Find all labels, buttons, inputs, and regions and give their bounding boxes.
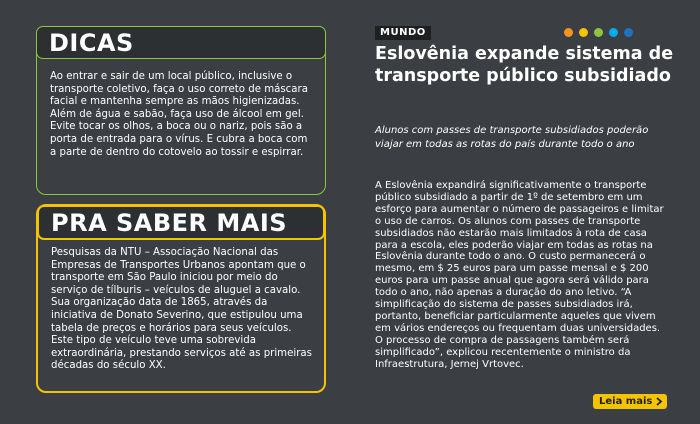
dot-orange — [564, 28, 573, 37]
article-body: A Eslovênia expandirá significativamente o transporte público subsidiado a partir de 1º de setembro em um esforço para aumentar o número de passageiros e limitar o uso de carros. Os alunos com passes de transporte subsidiados não estarão mais limitados à rota de casa para a escola, eles poderão viajar em todas as rotas na Eslovênia durante todo o ano. O custo permanecerá o mesmo, em $ 25 euros para um passe mensal e $ 200 euros para um passe anual que agora será válido para todo o ano, não apenas a duração do ano letivo. “A simplificação do sistema de passes subsidiados irá, portanto, beneficiar particularmente aqueles que vivem em vários endereços ou frequentam duas universidades. O processo de compra de passagens também será simplificado”, explicou recentemente o ministro da Infraestrutura, Jernej Vrtovec. — [375, 180, 664, 370]
read-more-label: Leia mais — [599, 396, 653, 407]
dot-cyan — [609, 28, 618, 37]
article-headline: Eslovênia expande sistema de transporte público subsidiado — [375, 44, 674, 86]
dot-blue — [624, 28, 633, 37]
dicas-box — [36, 26, 326, 195]
dot-green — [594, 28, 603, 37]
dicas-text: Ao entrar e sair de um local público, inclusive o transporte coletivo, faça o uso correto de máscara facial e mantenha sempre as mãos higienizadas. Além de água e sabão, faça uso de álcool em gel. Evite tocar os olhos, a boca ou o nariz, pois são a porta de entrada para o vírus. E cubra a boca com a parte de dentro do cotovelo ao tossir e espirrar. — [50, 71, 308, 158]
dicas-header — [36, 26, 326, 59]
dicas-title: DICAS — [49, 29, 134, 57]
color-dots — [564, 28, 633, 37]
chevron-right-icon — [655, 397, 663, 406]
read-more-button[interactable] — [593, 394, 667, 409]
pra-saber-mais-header — [37, 205, 325, 240]
pra-saber-mais-box — [36, 204, 326, 393]
pra-saber-mais-text: Pesquisas da NTU – Associação Nacional das Empresas de Transportes Urbanos apontam que o transporte em São Paulo iniciou por meio do serviço de tílburis – veículos de aluguel a cavalo. Sua organização data de 1865, através da iniciativa de Donato Severino, que estipulou uma tabela de preços e horários para seus veículos. Este tipo de veículo teve uma sobrevida extraordinária, prestando serviços até as primeiras décadas do século XX. — [51, 247, 312, 372]
article-subtitle: Alunos com passes de transporte subsidiados poderão viajar em todas as rotas do país durante todo o ano — [375, 125, 649, 150]
section-tag: MUNDO — [375, 26, 431, 40]
pra-saber-mais-title: PRA SABER MAIS — [51, 209, 288, 237]
dot-yellow — [579, 28, 588, 37]
